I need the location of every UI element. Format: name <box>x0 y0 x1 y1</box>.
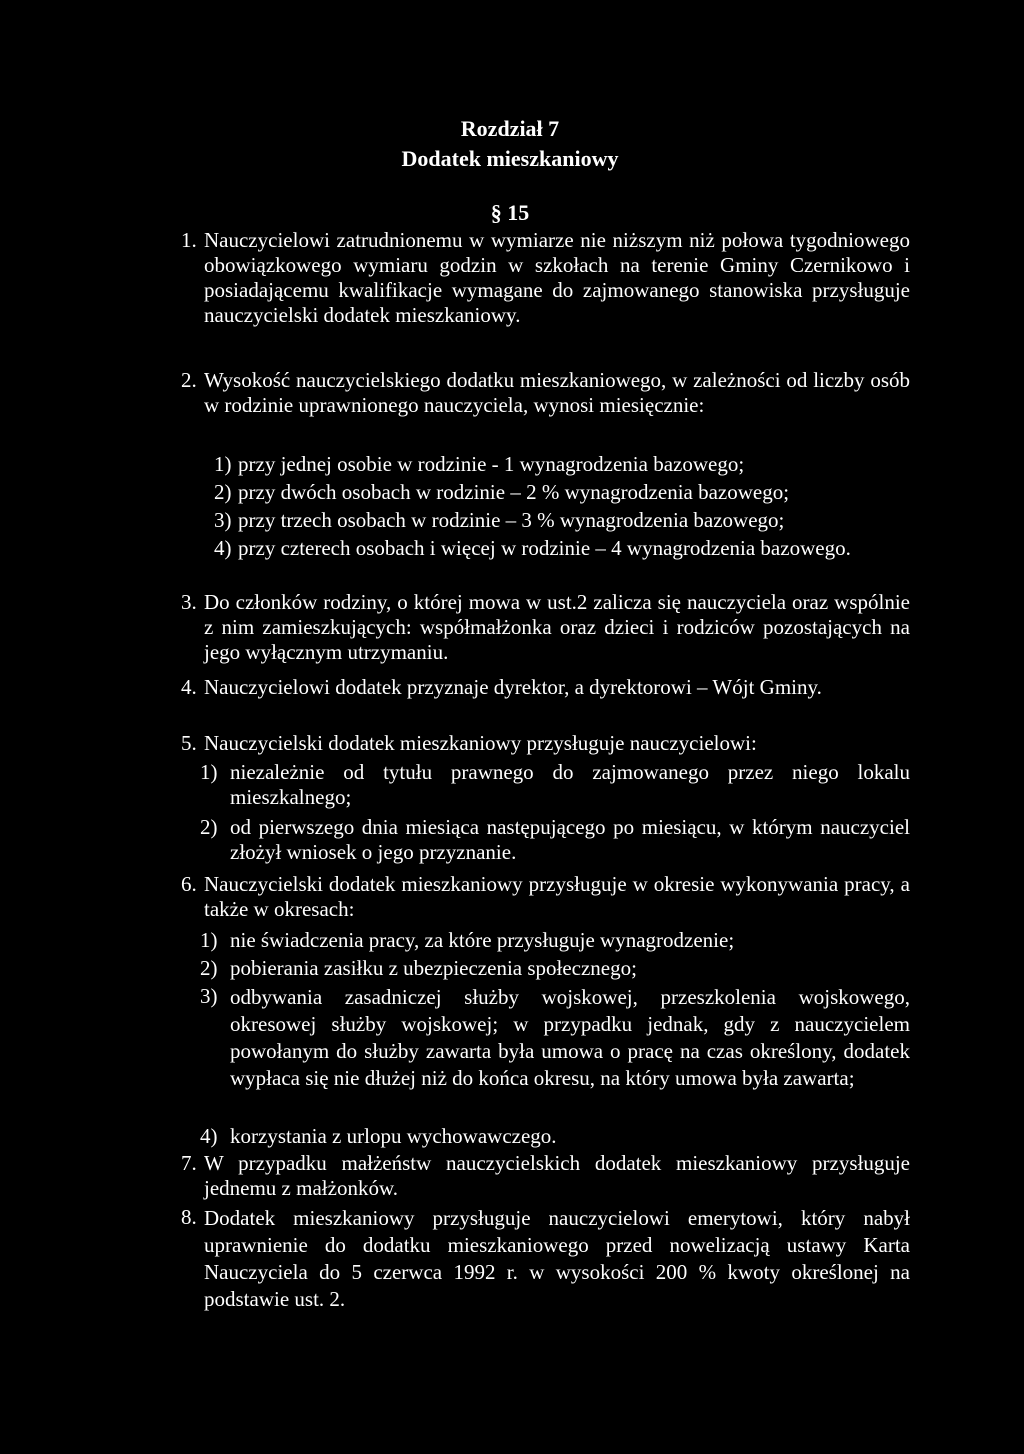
paragraph-2-item-3-number: 3) <box>214 508 232 532</box>
paragraph-5-item-2: od pierwszego dnia miesiąca następującego po miesiącu, w którym nauczyciel złożył wniosek o jego przyznanie. <box>230 815 910 864</box>
paragraph-6-item-3-number: 3) <box>200 984 218 1008</box>
paragraph-6-number: 6. <box>181 872 197 896</box>
paragraph-5-item-1: niezależnie od tytułu prawnego do zajmowanego przez niego lokalu mieszkalnego; <box>230 760 910 809</box>
paragraph-6-item-1: nie świadczenia pracy, za które przysługuje wynagrodzenie; <box>230 928 735 952</box>
paragraph-7-number: 7. <box>181 1151 197 1175</box>
chapter-title: Rozdział 7 <box>460 116 560 141</box>
paragraph-4: Nauczycielowi dodatek przyznaje dyrektor, a dyrektorowi – Wójt Gminy. <box>204 675 822 699</box>
paragraph-4-number: 4. <box>181 675 197 699</box>
paragraph-7: W przypadku małżeństw nauczycielskich dodatek mieszkaniowy przysługuje jednemu z małżonków. <box>204 1151 910 1200</box>
paragraph-6-item-2-number: 2) <box>200 956 218 980</box>
paragraph-6-item-3: odbywania zasadniczej służby wojskowej, przeszkolenia wojskowego, okresowej służby wojskowej; w przypadku jednak, gdy z nauczycielem powołanym do służby zawarta była umowa o pracę na czas określony, dodatek wypłaca się nie dłużej niż do końca okresu, na który umowa była zawarta; <box>230 985 910 1090</box>
paragraph-2-item-1-number: 1) <box>214 452 232 476</box>
paragraph-6-item-2: pobierania zasiłku z ubezpieczenia społecznego; <box>230 956 637 980</box>
paragraph-2-item-4: przy czterech osobach i więcej w rodzinie – 4 wynagrodzenia bazowego. <box>238 536 851 560</box>
paragraph-2-item-2-number: 2) <box>214 480 232 504</box>
section-number: § 15 <box>490 200 530 225</box>
chapter-subtitle: Dodatek mieszkaniowy <box>401 146 619 171</box>
paragraph-2-item-4-number: 4) <box>214 536 232 560</box>
paragraph-2-number: 2. <box>181 368 197 392</box>
paragraph-6: Nauczycielski dodatek mieszkaniowy przysługuje w okresie wykonywania pracy, a także w okresach: <box>204 872 910 921</box>
paragraph-6-item-4-number: 4) <box>200 1124 218 1148</box>
paragraph-5-number: 5. <box>181 731 197 755</box>
paragraph-6-item-1-number: 1) <box>200 928 218 952</box>
paragraph-1: Nauczycielowi zatrudnionemu w wymiarze nie niższym niż połowa tygodniowego obowiązkowego wymiaru godzin w szkołach na terenie Gminy Czernikowo i posiadającemu kwalifikacje wymagane do zajmowanego stanowiska przysługuje nauczycielski dodatek mieszkaniowy. <box>204 228 910 327</box>
paragraph-3-number: 3. <box>181 590 197 614</box>
paragraph-2: Wysokość nauczycielskiego dodatku mieszkaniowego, w zależności od liczby osób w rodzinie uprawnionego nauczyciela, wynosi miesięcznie: <box>204 368 910 417</box>
paragraph-8-number: 8. <box>181 1205 197 1229</box>
paragraph-2-item-2: przy dwóch osobach w rodzinie – 2 % wynagrodzenia bazowego; <box>238 480 790 504</box>
paragraph-1-number: 1. <box>181 228 197 252</box>
paragraph-2-item-3: przy trzech osobach w rodzinie – 3 % wynagrodzenia bazowego; <box>238 508 785 532</box>
paragraph-3: Do członków rodziny, o której mowa w ust.2 zalicza się nauczyciela oraz wspólnie z nim zamieszkujących: współmałżonka oraz dzieci i rodziców pozostających na jego wyłącznym utrzymaniu. <box>204 590 910 664</box>
paragraph-5-item-2-number: 2) <box>200 815 218 839</box>
paragraph-5-item-1-number: 1) <box>200 760 218 784</box>
paragraph-5: Nauczycielski dodatek mieszkaniowy przysługuje nauczycielowi: <box>204 731 757 755</box>
paragraph-2-item-1: przy jednej osobie w rodzinie - 1 wynagrodzenia bazowego; <box>238 452 745 476</box>
paragraph-6-item-4: korzystania z urlopu wychowawczego. <box>230 1124 557 1148</box>
paragraph-8: Dodatek mieszkaniowy przysługuje nauczycielowi emerytowi, który nabył uprawnienie do dodatku mieszkaniowego przed nowelizacją ustawy Karta Nauczyciela do 5 czerwca 1992 r. w wysokości 200 % kwoty określonej na podstawie ust. 2. <box>204 1206 910 1311</box>
